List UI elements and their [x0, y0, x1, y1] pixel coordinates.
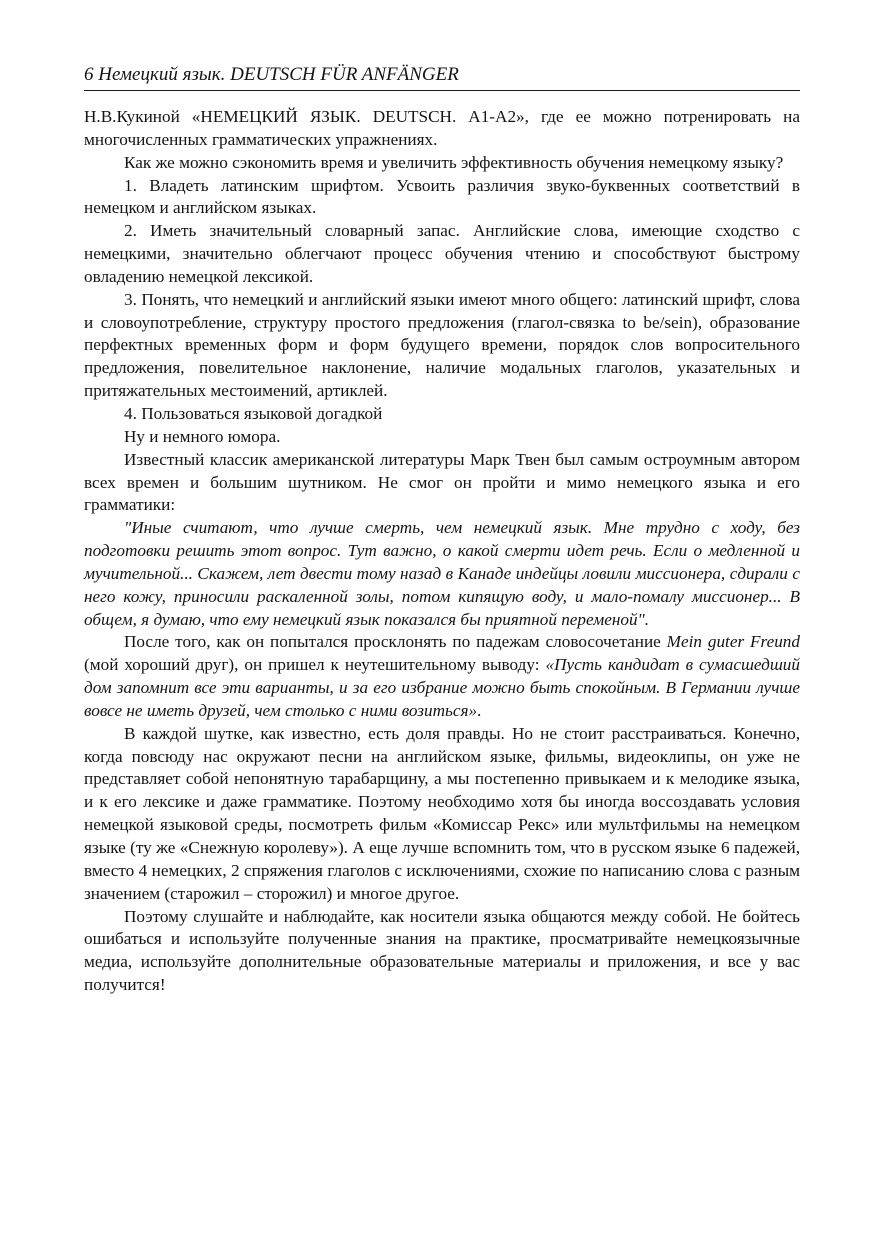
declension-paragraph: [84, 631, 800, 722]
page-header: 6 Немецкий язык. DEUTSCH FÜR ANFÄNGER: [84, 60, 800, 91]
declension-text-e: .: [477, 700, 482, 720]
twain-conclusion-quote: «Пусть кандидат в сумасшедший дом запомнит все эти варианты, и за его избрание можно быть спокойным. В Германии лучше вовсе не иметь друзей, чем столько с ними возиться»: [84, 655, 800, 720]
twain-quote: "Иные считают, что лучше смерть, чем немецкий язык. Мне трудно с ходу, без подготовки решить этот вопрос. Тут важно, о какой смерти идет речь. Если о медленной и мучительной... Скажем, лет двести тому назад в Канаде индейцы ловили миссионера, сдирали с него кожу, приносили раскаленной золы, потом кипящую воду, и мало-помалу миссионер... В общем, я думаю, что ему немецкий язык показался бы приятной переменой".: [84, 518, 800, 629]
joke-truth-paragraph: В каждой шутке, как известно, есть доля правды. Но не стоит расстраиваться. Конечно, когда повсюду нас окружают песни на английском языке, фильмы, видеоклипы, он уже не представляет собой непонятную тарабарщину, а мы постепенно привыкаем и к мелодике языка, и к его лексике и даже грамматике. Поэтому необходимо хотя бы иногда воссоздавать условия немецкой языковой среды, посмотреть фильм «Комиссар Рекс» или мультфильмы на немецком языке (ту же «Снежную королеву»). А еще лучше вспомнить том, что в русском языке 6 падежей, вместо 4 немецких, 2 спряжения глаголов с исключениями, схожие по написанию слова с разным значением (старожил – сторожил) и многое другое.: [84, 723, 800, 903]
humor-intro: Ну и немного юмора.: [124, 426, 281, 446]
declension-text-c: (мой хороший друг), он пришел к неутешительному выводу:: [84, 655, 546, 675]
paragraph-1: Н.В.Кукиной «НЕМЕЦКИЙ ЯЗЫК. DEUTSCH. А1-А2», где ее можно потренировать на многочисленных грамматических упражнениях.: [84, 107, 800, 149]
closing-paragraph: Поэтому слушайте и наблюдайте, как носители языка общаются между собой. Не бойтесь ошибаться и используйте полученные знания на практике, просматривайте немецкоязычные медиа, используйте дополнительные образовательные материалы и приложения, и все у вас получится!: [84, 906, 800, 995]
list-item-4: 4. Пользоваться языковой догадкой: [124, 403, 383, 423]
paragraph-2: Как же можно сэкономить время и увеличить эффективность обучения немецкому языку?: [124, 152, 784, 172]
list-item-1: 1. Владеть латинским шрифтом. Усвоить различия звуко-буквенных соответствий в немецком и английском языках.: [84, 175, 800, 218]
list-item-2: 2. Иметь значительный словарный запас. Английские слова, имеющие сходство с немецкими, значительно облегчают процесс обучения чтению и способствуют быстрому овладению немецкой лексикой.: [84, 221, 800, 286]
mark-twain-paragraph: Известный классик американской литературы Марк Твен был самым остроумным автором всех времен и большим шутником. Не смог он пройти и мимо немецкого языка и его грамматики:: [84, 449, 800, 515]
list-item-3: 3. Понять, что немецкий и английский языки имеют много общего: латинский шрифт, слова и словоупотребление, структуру простого предложения (глагол-связка to be/sein), образование перфектных временных форм и форм будущего времени, порядок слов вопросительного предложения, повелительное наклонение, наличие модальных глаголов, указательных и притяжательных местоимений, артиклей.: [84, 289, 800, 401]
page-body: [84, 106, 800, 997]
declension-text-a: После того, как он попытался просклонять по падежам словосочетание: [124, 632, 667, 652]
mein-guter-freund: Mein guter Freund: [666, 632, 800, 652]
